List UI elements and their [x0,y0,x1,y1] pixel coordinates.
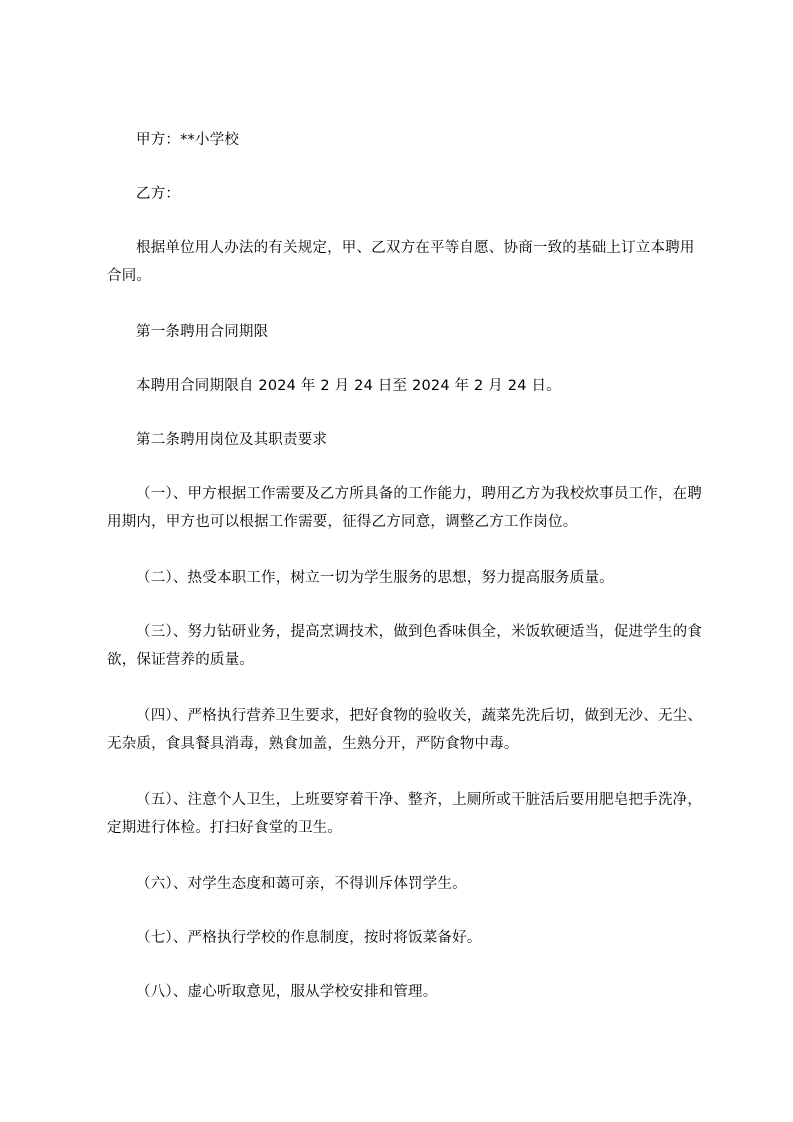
duty-item-6: （六）、对学生态度和蔼可亲，不得训斥体罚学生。 [136,876,467,892]
duty-item-7: （七）、严格执行学校的作息制度，按时将饭菜备好。 [136,930,482,946]
party-a-line: 甲方：**小学校 [136,132,240,148]
document-body [107,126,707,1032]
duty-item-1: （一）、甲方根据工作需要及乙方所具备的工作能力，聘用乙方为我校炊事员工作，在聘用期内，甲方也可以根据工作需要，征得乙方同意，调整乙方工作岗位。 [107,486,703,530]
intro-paragraph: 根据单位用人办法的有关规定，甲、乙双方在平等自愿、协商一致的基础上订立本聘用合同。 [107,240,695,284]
article-1-body: 本聘用合同期限自 2024 年 2 月 24 日至 2024 年 2 月 24 日。 [136,378,561,394]
duty-item-4: （四）、严格执行营养卫生要求，把好食物的验收关，蔬菜先洗后切，做到无沙、无尘、无杂质，食具餐具消毒，熟食加盖，生熟分开，严防食物中毒。 [107,708,703,752]
duty-item-5: （五）、注意个人卫生，上班要穿着干净、整齐，上厕所或干脏活后要用肥皂把手洗净，定期进行体检。打扫好食堂的卫生。 [107,792,703,836]
article-1-title: 第一条聘用合同期限 [136,324,269,340]
duty-item-8: （八）、虚心听取意见，服从学校安排和管理。 [136,984,438,1000]
article-2-title: 第二条聘用岗位及其职责要求 [136,432,328,448]
duty-item-3: （三）、努力钻研业务，提高烹调技术，做到色香味俱全，米饭软硬适当，促进学生的食欲，保证营养的质量。 [107,624,703,668]
duty-item-2: （二）、热受本职工作，树立一切为学生服务的思想，努力提高服务质量。 [136,570,614,586]
party-b-line: 乙方： [136,186,181,202]
